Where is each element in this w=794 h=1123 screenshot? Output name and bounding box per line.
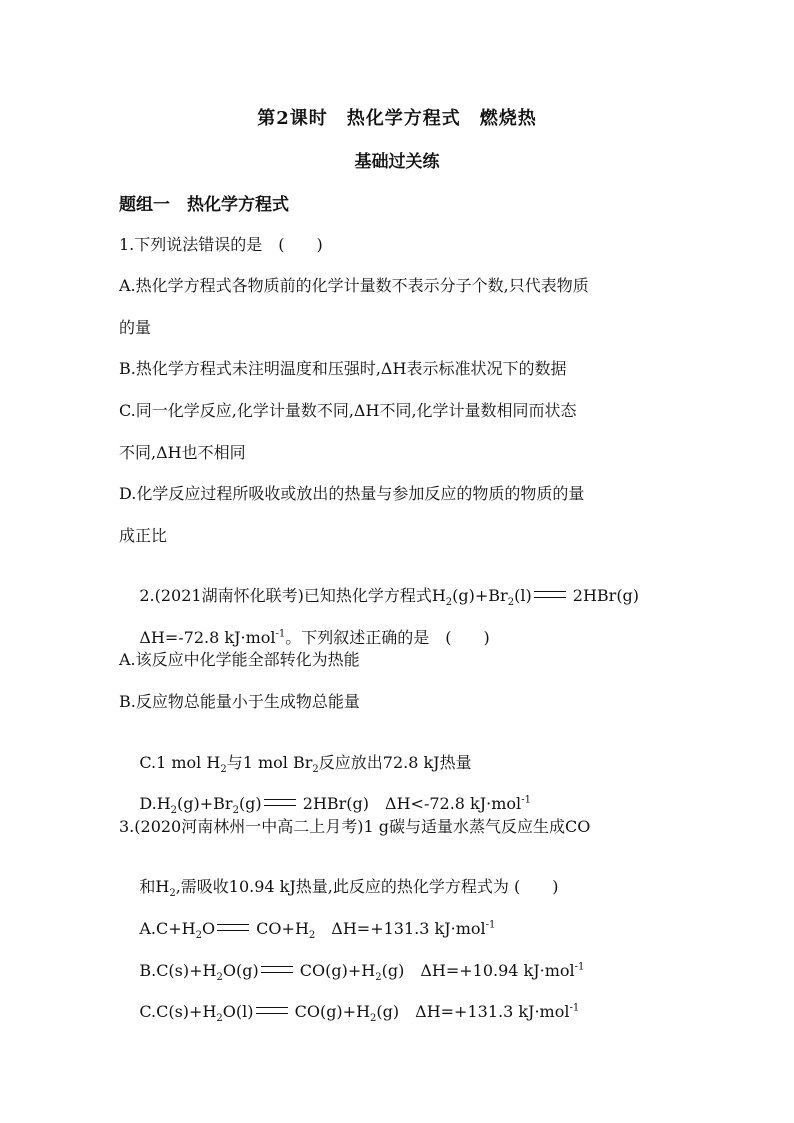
group-heading: 题组一 热化学方程式 xyxy=(119,195,289,215)
q1-option-d-cont: 成正比 xyxy=(119,526,168,545)
q3-option-b-text: CO(g)+H xyxy=(294,961,376,980)
q2-delta-h: ΔH=-72.8 kJ·mol xyxy=(139,628,276,647)
q2-option-d-text: (g) xyxy=(238,794,262,813)
q2-stem-text: (l) xyxy=(514,586,532,605)
q1-option-d: D.化学反应过程所吸收或放出的热量与参加反应的物质的物质的量 xyxy=(119,484,585,503)
q1-stem: 1.下列说法错误的是 ( ) xyxy=(119,235,323,254)
q3-option-c-text: CO(g)+H xyxy=(289,1002,371,1021)
q2-stem-text: 2HBr(g) xyxy=(567,586,640,605)
q3-option-c xyxy=(119,980,579,1043)
q3-option-c-text: C.C(s)+H xyxy=(139,1002,217,1021)
superscript: -1 xyxy=(521,794,531,806)
q3-option-a-text: O xyxy=(201,919,216,938)
superscript: -1 xyxy=(275,628,286,640)
q2-option-c-text: 与1 mol Br xyxy=(226,753,313,772)
q2-stem-text: 。下列叙述正确的是 ( ) xyxy=(285,628,490,647)
q3-option-a-text: A.C+H xyxy=(139,919,196,938)
q2-option-d-text: (g)+Br xyxy=(177,794,233,813)
q1-option-c: C.同一化学反应,化学计量数不同,ΔH不同,化学计量数相同而状态 xyxy=(119,401,577,420)
q2-option-b: B.反应物总能量小于生成物总能量 xyxy=(119,692,360,711)
page-title: 第2课时 热化学方程式 燃烧热 xyxy=(257,108,537,129)
equals-sign-icon xyxy=(217,924,249,931)
q2-option-d-text: D.H xyxy=(139,794,171,813)
q3-stem-text: 和H xyxy=(139,877,170,896)
q3-option-b-text: O(g) xyxy=(222,961,259,980)
subscript: 2 xyxy=(216,972,223,984)
subscript: 2 xyxy=(195,930,202,942)
subscript: 2 xyxy=(312,764,319,776)
q3-option-a-text: CO+H xyxy=(251,919,309,938)
q1-option-a: A.热化学方程式各物质前的化学计量数不表示分子个数,只代表物质 xyxy=(119,276,589,295)
equals-sign-icon xyxy=(261,966,293,973)
equals-sign-icon xyxy=(534,591,566,598)
q2-option-c-text: C.1 mol H xyxy=(139,753,221,772)
subscript: 2 xyxy=(375,972,382,984)
q2-stem-text: 2.(2021湖南怀化联考)已知热化学方程式H xyxy=(139,586,446,605)
q1-option-a-cont: 的量 xyxy=(119,318,152,337)
equals-sign-icon xyxy=(264,799,296,806)
q3-option-c-text: (g) ΔH=+131.3 kJ·mol xyxy=(376,1002,570,1021)
q3-stem-text: ,需吸收10.94 kJ热量,此反应的热化学方程式为 ( ) xyxy=(175,877,559,896)
superscript: -1 xyxy=(485,919,496,931)
subscript: 2 xyxy=(220,764,227,776)
q3-option-b-text: B.C(s)+H xyxy=(139,961,217,980)
section-subtitle: 基础过关练 xyxy=(354,152,440,172)
subscript: 2 xyxy=(216,1013,223,1025)
q2-option-a: A.该反应中化学能全部转化为热能 xyxy=(119,650,360,669)
superscript: -1 xyxy=(569,1002,580,1014)
subscript: 2 xyxy=(170,805,178,817)
q2-option-c-text: 反应放出72.8 kJ热量 xyxy=(318,753,472,772)
subscript: 2 xyxy=(507,597,515,609)
superscript: -1 xyxy=(574,961,585,973)
q3-stem: 3.(2020河南林州一中高二上月考)1 g碳与适量水蒸气反应生成CO xyxy=(119,817,591,836)
q2-stem-text: (g)+Br xyxy=(452,586,508,605)
q3-option-a-text: ΔH=+131.3 kJ·mol xyxy=(315,919,486,938)
equals-sign-icon xyxy=(256,1007,288,1014)
subscript: 2 xyxy=(232,805,239,817)
subscript: 2 xyxy=(370,1013,377,1025)
q2-option-d-text: 2HBr(g) ΔH<-72.8 kJ·mol xyxy=(297,794,522,813)
subscript: 2 xyxy=(445,597,453,609)
q3-option-c-text: O(l) xyxy=(222,1002,254,1021)
q1-option-b: B.热化学方程式未注明温度和压强时,ΔH表示标准状况下的数据 xyxy=(119,359,567,378)
q3-option-b-text: (g) ΔH=+10.94 kJ·mol xyxy=(381,961,575,980)
q1-option-c-cont: 不同,ΔH也不相同 xyxy=(119,443,246,462)
subscript: 2 xyxy=(308,930,316,942)
subscript: 2 xyxy=(169,888,176,900)
